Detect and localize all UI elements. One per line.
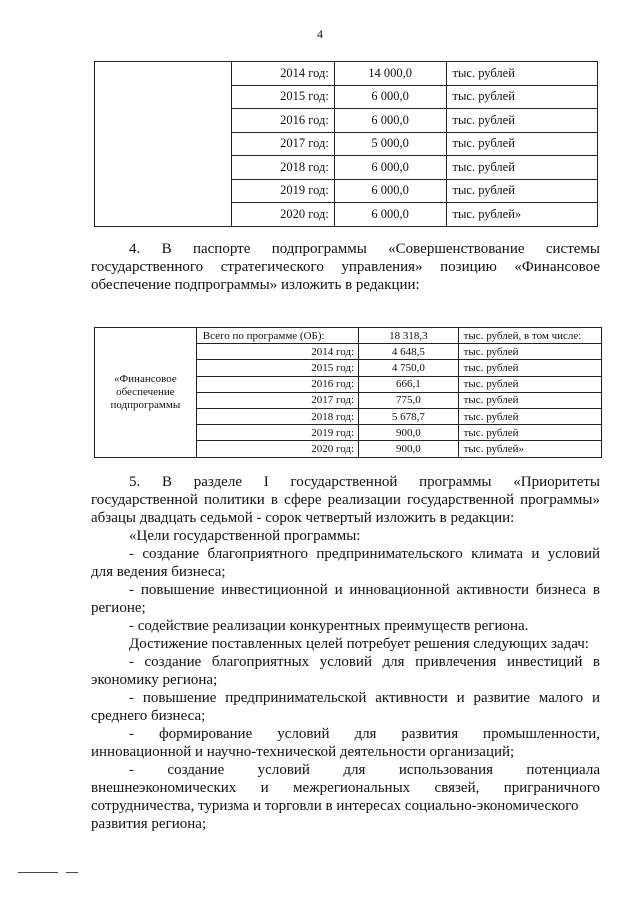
- task-4-line3: сотрудничества, туризма и торговли в интересах социально-экономического: [91, 798, 579, 814]
- table1-unit-cell: тыс. рублей: [446, 62, 597, 86]
- table1-year-cell: 2015 год:: [231, 85, 334, 109]
- table1-amount-cell: 5 000,0: [334, 132, 446, 156]
- table2-unit-cell: тыс. рублей: [458, 408, 601, 424]
- table2-label-cell: «Финансовое обеспечение подпрограммы: [95, 328, 197, 458]
- table1-unit-cell: тыс. рублей: [446, 132, 597, 156]
- table2-unit-cell: тыс. рублей: [458, 425, 601, 441]
- table2-amount-cell: 4 750,0: [359, 360, 459, 376]
- funding-table-2: [94, 327, 602, 458]
- table1-row: [95, 62, 598, 86]
- table2-year-cell: 2020 год:: [196, 441, 358, 457]
- task-4-line4: развития региона;: [91, 816, 207, 832]
- table2-year-cell: 2016 год:: [196, 376, 358, 392]
- table1-year-cell: 2014 год:: [231, 62, 334, 86]
- table2-year-cell: 2019 год:: [196, 425, 358, 441]
- item4-line3: обеспечение подпрограммы» изложить в редакции:: [91, 277, 420, 293]
- table2-year-cell: 2017 год:: [196, 392, 358, 408]
- table1-year-cell: 2016 год:: [231, 109, 334, 133]
- table1-year-cell: 2019 год:: [231, 179, 334, 203]
- goal-2-line1: - повышение инвестиционной и инновационной активности бизнеса в: [129, 582, 600, 598]
- table1-amount-cell: 6 000,0: [334, 179, 446, 203]
- table2-amount-cell: 900,0: [359, 441, 459, 457]
- table2-unit-cell: тыс. рублей: [458, 392, 601, 408]
- table1-blank-cell: [95, 62, 232, 227]
- table1-unit-cell: тыс. рублей: [446, 109, 597, 133]
- table1-amount-cell: 6 000,0: [334, 109, 446, 133]
- table2-amount-cell: 900,0: [359, 425, 459, 441]
- goal-3: - содействие реализации конкурентных преимуществ региона.: [129, 618, 529, 634]
- funding-table-1: [94, 61, 598, 227]
- table1-year-cell: 2017 год:: [231, 132, 334, 156]
- task-2-line2: среднего бизнеса;: [91, 708, 206, 724]
- task-1-line1: - создание благоприятных условий для привлечения инвестиций в: [129, 654, 600, 670]
- footer-rule: [18, 872, 58, 873]
- table1-unit-cell: тыс. рублей: [446, 156, 597, 180]
- task-1-line2: экономику региона;: [91, 672, 218, 688]
- item5-line3: абзацы двадцать седьмой - сорок четвертый изложить в редакции:: [91, 510, 515, 526]
- goals-heading: «Цели государственной программы:: [129, 528, 361, 544]
- table2-unit-cell: тыс. рублей: [458, 344, 601, 360]
- table1-amount-cell: 6 000,0: [334, 203, 446, 227]
- table1-year-cell: 2020 год:: [231, 203, 334, 227]
- item4-line2: государственного стратегического управления» позицию «Финансовое: [91, 259, 600, 275]
- table2-unit-cell: тыс. рублей»: [458, 441, 601, 457]
- task-4-line2: внешнеэкономических и межрегиональных связей, приграничного: [91, 780, 600, 796]
- page-number: 4: [317, 27, 323, 41]
- table2-amount-cell: 4 648,5: [359, 344, 459, 360]
- table2-amount-cell: 775,0: [359, 392, 459, 408]
- task-2-line1: - повышение предпринимательской активности и развитие малого и: [129, 690, 600, 706]
- table2-amount-cell: 666,1: [359, 376, 459, 392]
- task-3-line2: инновационной и научно-технической деятельности организаций;: [91, 744, 515, 760]
- item5-line2: государственной политики в сфере реализации государственной программы»: [91, 492, 600, 508]
- table2-row: [95, 328, 602, 344]
- table2-unit-cell: тыс. рублей: [458, 360, 601, 376]
- table2-year-cell: 2015 год:: [196, 360, 358, 376]
- goal-1-line2: для ведения бизнеса;: [91, 564, 226, 580]
- goal-1-line1: - создание благоприятного предпринимательского климата и условий: [129, 546, 600, 562]
- table1-unit-cell: тыс. рублей: [446, 179, 597, 203]
- goal-2-line2: регионе;: [91, 600, 146, 616]
- table2-amount-cell: 18 318,3: [359, 328, 459, 344]
- table2-year-cell: 2018 год:: [196, 408, 358, 424]
- table1-amount-cell: 14 000,0: [334, 62, 446, 86]
- table1-amount-cell: 6 000,0: [334, 156, 446, 180]
- table1-unit-cell: тыс. рублей: [446, 85, 597, 109]
- item5-line1: 5. В разделе I государственной программы «Приоритеты: [129, 474, 600, 490]
- table1-amount-cell: 6 000,0: [334, 85, 446, 109]
- table2-year-cell: Всего по программе (ОБ):: [196, 328, 358, 344]
- task-3-line1: - формирование условий для развития промышленности,: [129, 726, 600, 742]
- item4-line1: 4. В паспорте подпрограммы «Совершенствование системы: [129, 241, 600, 257]
- table1-unit-cell: тыс. рублей»: [446, 203, 597, 227]
- table2-amount-cell: 5 678,7: [359, 408, 459, 424]
- table1-year-cell: 2018 год:: [231, 156, 334, 180]
- table2-year-cell: 2014 год:: [196, 344, 358, 360]
- task-4-line1: - создание условий для использования потенциала: [129, 762, 600, 778]
- table2-unit-cell: тыс. рублей, в том числе:: [458, 328, 601, 344]
- table2-unit-cell: тыс. рублей: [458, 376, 601, 392]
- tasks-heading: Достижение поставленных целей потребует решения следующих задач:: [129, 636, 589, 652]
- footer-rule-short: [66, 872, 78, 873]
